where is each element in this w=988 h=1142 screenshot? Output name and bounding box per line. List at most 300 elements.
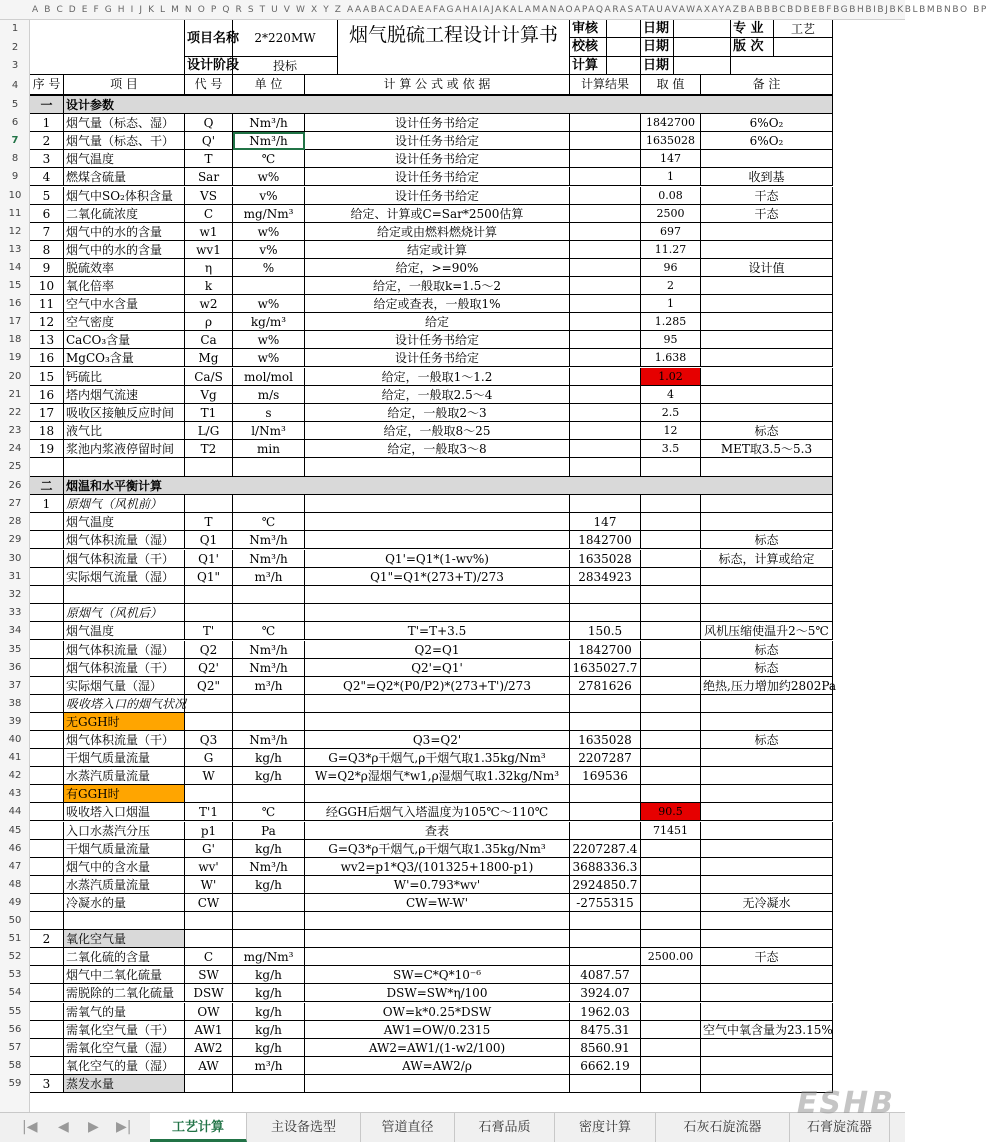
cell-remark[interactable] xyxy=(701,1003,833,1021)
cell-seq[interactable] xyxy=(30,622,64,640)
cell-value[interactable]: 11.27 xyxy=(641,241,701,259)
row-number[interactable]: 30 xyxy=(8,552,22,564)
cell-value[interactable]: 12 xyxy=(641,422,701,440)
cell-remark[interactable] xyxy=(701,150,833,168)
cell-result[interactable] xyxy=(570,422,641,440)
cell-value[interactable]: 2.5 xyxy=(641,404,701,422)
cell-formula[interactable]: 设计任务书给定 xyxy=(305,349,570,367)
cell-remark[interactable] xyxy=(701,241,833,259)
cell-seq[interactable] xyxy=(30,458,64,477)
cell-item[interactable]: 烟气中的水的含量 xyxy=(64,223,185,241)
cell-item[interactable]: 蒸发水量 xyxy=(64,1075,185,1093)
cell-item[interactable]: 干烟气质量流量 xyxy=(64,749,185,767)
cell-remark[interactable] xyxy=(701,930,833,948)
cell-seq[interactable]: 2 xyxy=(30,930,64,948)
cell-value[interactable] xyxy=(641,622,701,640)
cell-result[interactable] xyxy=(570,785,641,803)
cell-seq[interactable] xyxy=(30,513,64,531)
cell-seq[interactable] xyxy=(30,586,64,605)
cell-result[interactable]: 1635028 xyxy=(570,550,641,568)
cell-unit[interactable]: w% xyxy=(233,223,305,241)
cell-result[interactable] xyxy=(570,331,641,349)
row-number[interactable]: 45 xyxy=(8,824,22,836)
cell-formula[interactable]: 给定、计算或C=Sar*2500估算 xyxy=(305,205,570,223)
cell-item[interactable]: 二氧化硫浓度 xyxy=(64,205,185,223)
cell-unit[interactable] xyxy=(233,277,305,295)
cell-result[interactable] xyxy=(570,803,641,821)
cell-remark[interactable] xyxy=(701,840,833,858)
cell-formula[interactable] xyxy=(305,713,570,731)
cell-unit[interactable]: w% xyxy=(233,331,305,349)
cell-code[interactable]: G xyxy=(185,749,233,767)
cell-result[interactable]: 1635028 xyxy=(570,731,641,749)
cell-item[interactable]: 烟气中的水的含量 xyxy=(64,241,185,259)
cell-item[interactable]: 钙硫比 xyxy=(64,368,185,386)
cell-formula[interactable]: SW=C*Q*10⁻⁶ xyxy=(305,966,570,984)
cell-value[interactable] xyxy=(641,586,701,605)
cell-result[interactable] xyxy=(570,404,641,422)
cell-item[interactable]: 烟气中二氧化硫量 xyxy=(64,966,185,984)
cell-seq[interactable] xyxy=(30,1057,64,1075)
cell-unit[interactable]: v% xyxy=(233,241,305,259)
cell-code[interactable] xyxy=(185,912,233,930)
cell-result[interactable]: 1635027.7 xyxy=(570,659,641,677)
cell-formula[interactable] xyxy=(305,495,570,513)
cell-formula[interactable]: T'=T+3.5 xyxy=(305,622,570,640)
review-date-value[interactable] xyxy=(674,20,731,38)
cell-unit[interactable]: min xyxy=(233,440,305,458)
row-number[interactable]: 32 xyxy=(8,588,22,600)
cell-seq[interactable]: 3 xyxy=(30,150,64,168)
cell-remark[interactable]: 干态 xyxy=(701,187,833,205)
cell-code[interactable]: SW xyxy=(185,966,233,984)
row-number[interactable]: 34 xyxy=(8,625,22,637)
cell-unit[interactable]: Nm³/h xyxy=(233,550,305,568)
cell-value[interactable]: 96 xyxy=(641,259,701,277)
row-number[interactable]: 38 xyxy=(8,697,22,709)
cell-code[interactable]: wv' xyxy=(185,858,233,876)
cell-code[interactable]: L/G xyxy=(185,422,233,440)
cell-value[interactable]: 1635028 xyxy=(641,132,701,150)
cell-formula[interactable]: Q1"=Q1*(273+T)/273 xyxy=(305,568,570,586)
cell-formula[interactable]: 经GGH后烟气入塔温度为105℃～110℃ xyxy=(305,803,570,821)
cell-remark[interactable] xyxy=(701,368,833,386)
cell-value[interactable] xyxy=(641,767,701,785)
cell-remark[interactable]: 6%O₂ xyxy=(701,132,833,150)
cell-remark[interactable] xyxy=(701,604,833,622)
cell-seq[interactable] xyxy=(30,641,64,659)
cell-unit[interactable]: w% xyxy=(233,168,305,186)
row-number[interactable]: 53 xyxy=(8,969,22,981)
row-number[interactable]: 31 xyxy=(8,570,22,582)
cell-formula[interactable]: 设计任务书给定 xyxy=(305,187,570,205)
cell-value[interactable] xyxy=(641,495,701,513)
row-number[interactable]: 4 xyxy=(11,80,19,91)
cell-code[interactable]: Q2 xyxy=(185,641,233,659)
cell-value[interactable]: 697 xyxy=(641,223,701,241)
cell-item[interactable]: 氧化空气量 xyxy=(64,930,185,948)
row-number[interactable]: 25 xyxy=(8,461,22,472)
cell-result[interactable] xyxy=(570,114,641,132)
cell-remark[interactable]: 标态 xyxy=(701,731,833,749)
row-number[interactable]: 3 xyxy=(11,60,19,71)
cell-item[interactable] xyxy=(64,458,185,477)
row-number[interactable]: 26 xyxy=(8,479,22,491)
cell-code[interactable]: ρ xyxy=(185,313,233,331)
cell-value[interactable] xyxy=(641,568,701,586)
cell-code[interactable]: Q1 xyxy=(185,531,233,549)
cell-formula[interactable]: W=Q2*ρ湿烟气*w1,ρ湿烟气取1.32kg/Nm³ xyxy=(305,767,570,785)
cell-formula[interactable]: 结定或计算 xyxy=(305,241,570,259)
cell-value[interactable] xyxy=(641,840,701,858)
cell-result[interactable] xyxy=(570,205,641,223)
cell-seq[interactable] xyxy=(30,803,64,821)
cell-code[interactable]: w2 xyxy=(185,295,233,313)
cell-seq[interactable]: 9 xyxy=(30,259,64,277)
cell-remark[interactable]: 无冷凝水 xyxy=(701,894,833,912)
cell-formula[interactable] xyxy=(305,513,570,531)
cell-item[interactable] xyxy=(64,586,185,605)
row-number[interactable]: 43 xyxy=(8,788,22,800)
cell-remark[interactable]: 标态 xyxy=(701,531,833,549)
cell-formula[interactable]: 给定 xyxy=(305,313,570,331)
cell-result[interactable] xyxy=(570,223,641,241)
cell-code[interactable]: OW xyxy=(185,1003,233,1021)
cell-value[interactable] xyxy=(641,677,701,695)
cell-seq[interactable] xyxy=(30,550,64,568)
cell-code[interactable]: AW2 xyxy=(185,1039,233,1057)
cell-code[interactable]: Ca xyxy=(185,331,233,349)
cell-seq[interactable] xyxy=(30,840,64,858)
cell-item[interactable]: 烟气量（标态、湿） xyxy=(64,114,185,132)
cell-code[interactable]: C xyxy=(185,205,233,223)
cell-seq[interactable]: 2 xyxy=(30,132,64,150)
cell-result[interactable] xyxy=(570,241,641,259)
cell-unit[interactable]: s xyxy=(233,404,305,422)
cell-remark[interactable] xyxy=(701,876,833,894)
cell-formula[interactable]: 设计任务书给定 xyxy=(305,168,570,186)
cell-value[interactable] xyxy=(641,1021,701,1039)
cell-remark[interactable]: 标态，计算或给定 xyxy=(701,550,833,568)
cell-result[interactable] xyxy=(570,349,641,367)
row-number[interactable]: 55 xyxy=(8,1005,22,1017)
row-number[interactable]: 58 xyxy=(8,1059,22,1071)
cell-seq[interactable] xyxy=(30,1003,64,1021)
cell-result[interactable] xyxy=(570,386,641,404)
cell-unit[interactable] xyxy=(233,894,305,912)
row-number[interactable]: 2 xyxy=(11,42,19,53)
cell-result[interactable]: 2924850.7 xyxy=(570,876,641,894)
cell-seq[interactable] xyxy=(30,894,64,912)
cell-remark[interactable]: 空气中氧含量为23.15% xyxy=(701,1021,833,1039)
cell-result[interactable]: 4087.57 xyxy=(570,966,641,984)
row-number[interactable]: 7 xyxy=(11,135,19,147)
row-number[interactable]: 19 xyxy=(8,352,22,364)
cell-item[interactable]: 实际烟气流量（湿） xyxy=(64,568,185,586)
cell-result[interactable]: 147 xyxy=(570,513,641,531)
cell-result[interactable] xyxy=(570,822,641,840)
row-number[interactable]: 1 xyxy=(11,23,19,34)
cell-item[interactable]: 水蒸汽质量流量 xyxy=(64,767,185,785)
cell-item[interactable]: 需氧化空气量（湿） xyxy=(64,1039,185,1057)
row-number[interactable]: 51 xyxy=(8,933,22,945)
cell-result[interactable] xyxy=(570,259,641,277)
cell-result[interactable] xyxy=(570,168,641,186)
cell-code[interactable] xyxy=(185,785,233,803)
cell-formula[interactable]: AW2=AW1/(1-w2/100) xyxy=(305,1039,570,1057)
cell-result[interactable] xyxy=(570,495,641,513)
cell-seq[interactable] xyxy=(30,984,64,1002)
cell-result[interactable] xyxy=(570,458,641,477)
cell-unit[interactable]: kg/h xyxy=(233,749,305,767)
cell-value[interactable]: 1 xyxy=(641,295,701,313)
cell-formula[interactable]: G=Q3*ρ干烟气,ρ干烟气取1.35kg/Nm³ xyxy=(305,749,570,767)
cell-result[interactable] xyxy=(570,277,641,295)
cell-unit[interactable]: w% xyxy=(233,349,305,367)
cell-code[interactable]: AW1 xyxy=(185,1021,233,1039)
cell-item[interactable]: 浆池内浆液停留时间 xyxy=(64,440,185,458)
cell-item[interactable]: 烟气体积流量（干） xyxy=(64,731,185,749)
cell-seq[interactable]: 4 xyxy=(30,168,64,186)
cell-seq[interactable]: 3 xyxy=(30,1075,64,1093)
cell-remark[interactable] xyxy=(701,803,833,821)
cell-remark[interactable] xyxy=(701,568,833,586)
cell-value[interactable] xyxy=(641,659,701,677)
cell-formula[interactable] xyxy=(305,458,570,477)
cell-item[interactable]: 烟气中SO₂体积含量 xyxy=(64,187,185,205)
cell-remark[interactable] xyxy=(701,713,833,731)
cell-code[interactable]: T1 xyxy=(185,404,233,422)
cell-unit[interactable]: m/s xyxy=(233,386,305,404)
cell-item[interactable]: 冷凝水的量 xyxy=(64,894,185,912)
cell-seq[interactable]: 16 xyxy=(30,349,64,367)
cell-unit[interactable]: m³/h xyxy=(233,677,305,695)
cell-remark[interactable] xyxy=(701,858,833,876)
row-number[interactable]: 44 xyxy=(8,806,22,818)
cell-unit[interactable] xyxy=(233,604,305,622)
cell-unit[interactable]: Nm³/h xyxy=(233,132,305,150)
cell-result[interactable]: 169536 xyxy=(570,767,641,785)
cell-unit[interactable]: % xyxy=(233,259,305,277)
cell-remark[interactable]: 收到基 xyxy=(701,168,833,186)
cell-item[interactable]: 原烟气（风机前） xyxy=(64,495,185,513)
cell-value[interactable] xyxy=(641,930,701,948)
cell-remark[interactable] xyxy=(701,749,833,767)
row-number[interactable]: 18 xyxy=(8,334,22,346)
cell-code[interactable] xyxy=(185,713,233,731)
row-number[interactable]: 56 xyxy=(8,1023,22,1035)
cell-remark[interactable] xyxy=(701,1039,833,1057)
cell-formula[interactable]: 查表 xyxy=(305,822,570,840)
sheet-tab[interactable]: 石灰石旋流器 xyxy=(656,1113,790,1142)
cell-unit[interactable] xyxy=(233,1075,305,1093)
cell-seq[interactable]: 6 xyxy=(30,205,64,223)
cell-result[interactable]: 1842700 xyxy=(570,531,641,549)
cell-remark[interactable] xyxy=(701,386,833,404)
cell-unit[interactable]: kg/h xyxy=(233,840,305,858)
cell-item[interactable]: 吸收塔入口烟温 xyxy=(64,803,185,821)
row-number[interactable]: 15 xyxy=(8,280,22,291)
cell-code[interactable] xyxy=(185,458,233,477)
cell-remark[interactable] xyxy=(701,331,833,349)
cell-seq[interactable] xyxy=(30,1039,64,1057)
cell-code[interactable]: η xyxy=(185,259,233,277)
cell-formula[interactable]: Q2"=Q2*(P0/P2)*(273+T')/273 xyxy=(305,677,570,695)
cell-formula[interactable]: AW1=OW/0.2315 xyxy=(305,1021,570,1039)
review-value[interactable] xyxy=(607,20,641,38)
cell-seq[interactable]: 7 xyxy=(30,223,64,241)
cell-code[interactable] xyxy=(185,495,233,513)
cell-seq[interactable]: 8 xyxy=(30,241,64,259)
cell-seq[interactable]: 一 xyxy=(30,96,64,114)
cell-seq[interactable] xyxy=(30,604,64,622)
cell-code[interactable]: VS xyxy=(185,187,233,205)
cell-remark[interactable] xyxy=(701,295,833,313)
row-number[interactable]: 47 xyxy=(8,860,22,872)
cell-formula[interactable]: 设计任务书给定 xyxy=(305,150,570,168)
row-number[interactable]: 29 xyxy=(8,534,22,546)
cell-item[interactable]: 空气密度 xyxy=(64,313,185,331)
cell-result[interactable] xyxy=(570,586,641,605)
cell-result[interactable] xyxy=(570,604,641,622)
row-number[interactable]: 17 xyxy=(8,316,22,328)
cell-value[interactable]: 1842700 xyxy=(641,114,701,132)
cell-seq[interactable] xyxy=(30,1021,64,1039)
cell-item[interactable]: 烟气中的含水量 xyxy=(64,858,185,876)
cell-unit[interactable] xyxy=(233,586,305,605)
cell-seq[interactable] xyxy=(30,767,64,785)
cell-value[interactable] xyxy=(641,458,701,477)
cell-formula[interactable]: 设计任务书给定 xyxy=(305,114,570,132)
cell-result[interactable] xyxy=(570,187,641,205)
cell-result[interactable] xyxy=(570,295,641,313)
cell-unit[interactable]: l/Nm³ xyxy=(233,422,305,440)
cell-result[interactable] xyxy=(570,930,641,948)
cell-seq[interactable] xyxy=(30,695,64,713)
cell-unit[interactable]: kg/h xyxy=(233,1003,305,1021)
cell-code[interactable]: C xyxy=(185,948,233,966)
cell-value[interactable]: 95 xyxy=(641,331,701,349)
row-number[interactable]: 14 xyxy=(8,261,22,273)
cell-formula[interactable] xyxy=(305,531,570,549)
cell-formula[interactable] xyxy=(305,785,570,803)
row-number[interactable]: 28 xyxy=(8,516,22,528)
cell-remark[interactable] xyxy=(701,349,833,367)
cell-unit[interactable]: kg/h xyxy=(233,767,305,785)
cell-item[interactable]: 空气中水含量 xyxy=(64,295,185,313)
cell-seq[interactable] xyxy=(30,876,64,894)
cell-result[interactable] xyxy=(570,313,641,331)
cell-remark[interactable] xyxy=(701,984,833,1002)
cell-item[interactable]: 二氧化硫的含量 xyxy=(64,948,185,966)
cell-value[interactable] xyxy=(641,785,701,803)
cell-value[interactable] xyxy=(641,641,701,659)
cell-seq[interactable]: 13 xyxy=(30,331,64,349)
row-number[interactable]: 27 xyxy=(8,498,22,510)
cell-value[interactable] xyxy=(641,894,701,912)
cell-result[interactable]: 150.5 xyxy=(570,622,641,640)
cell-unit[interactable]: kg/h xyxy=(233,984,305,1002)
row-number[interactable]: 54 xyxy=(8,987,22,999)
cell-remark[interactable] xyxy=(701,404,833,422)
cell-formula[interactable]: 给定或查表，一般取1% xyxy=(305,295,570,313)
cell-code[interactable]: DSW xyxy=(185,984,233,1002)
cell-code[interactable] xyxy=(185,695,233,713)
cell-formula[interactable]: 给定，一般取2～3 xyxy=(305,404,570,422)
cell-value[interactable] xyxy=(641,749,701,767)
cell-remark[interactable] xyxy=(701,586,833,605)
cell-formula[interactable] xyxy=(305,912,570,930)
cell-seq[interactable] xyxy=(30,568,64,586)
sheet-tab[interactable]: 工艺计算 xyxy=(150,1113,247,1142)
cell-seq[interactable]: 19 xyxy=(30,440,64,458)
cell-code[interactable]: CW xyxy=(185,894,233,912)
cell-code[interactable]: Q2" xyxy=(185,677,233,695)
cell-unit[interactable]: Pa xyxy=(233,822,305,840)
cell-code[interactable] xyxy=(185,586,233,605)
cell-seq[interactable]: 18 xyxy=(30,422,64,440)
cell-result[interactable]: 3688336.3 xyxy=(570,858,641,876)
cell-item[interactable]: 烟气量（标态、干） xyxy=(64,132,185,150)
cell-code[interactable]: Vg xyxy=(185,386,233,404)
row-number[interactable]: 6 xyxy=(11,117,19,129)
cell-value[interactable] xyxy=(641,1003,701,1021)
cell-result[interactable] xyxy=(570,1075,641,1093)
cell-seq[interactable] xyxy=(30,912,64,930)
cell-value[interactable]: 2500 xyxy=(641,205,701,223)
cell-unit[interactable]: ℃ xyxy=(233,150,305,168)
row-number[interactable]: 48 xyxy=(8,878,22,890)
cell-unit[interactable]: Nm³/h xyxy=(233,731,305,749)
cell-code[interactable]: AW xyxy=(185,1057,233,1075)
row-number[interactable]: 24 xyxy=(8,442,22,454)
cell-value[interactable] xyxy=(641,912,701,930)
cell-unit[interactable]: mg/Nm³ xyxy=(233,205,305,223)
cell-item[interactable]: CaCO₃含量 xyxy=(64,331,185,349)
cell-item[interactable]: 塔内烟气流速 xyxy=(64,386,185,404)
cell-result[interactable]: 1842700 xyxy=(570,641,641,659)
cell-formula[interactable] xyxy=(305,695,570,713)
cell-result[interactable]: 2207287 xyxy=(570,749,641,767)
cell-formula[interactable]: 给定，一般取2.5～4 xyxy=(305,386,570,404)
cell-item[interactable]: 入口水蒸汽分压 xyxy=(64,822,185,840)
tab-scroll-first-icon[interactable]: |◀ xyxy=(22,1119,38,1135)
sheet-tab[interactable]: 管道直径 xyxy=(361,1113,455,1142)
cell-item[interactable]: 无GGH时 xyxy=(64,713,185,731)
cell-result[interactable]: 6662.19 xyxy=(570,1057,641,1075)
cell-unit[interactable] xyxy=(233,695,305,713)
cell-seq[interactable] xyxy=(30,948,64,966)
cell-formula[interactable]: Q2=Q1 xyxy=(305,641,570,659)
calc-date-value[interactable] xyxy=(674,57,731,75)
cell-remark[interactable] xyxy=(701,277,833,295)
cell-code[interactable] xyxy=(185,1075,233,1093)
cell-item[interactable]: 实际烟气量（湿） xyxy=(64,677,185,695)
cell-remark[interactable]: 标态 xyxy=(701,659,833,677)
cell-item[interactable]: 需氧气的量 xyxy=(64,1003,185,1021)
cell-result[interactable] xyxy=(570,948,641,966)
row-number[interactable]: 23 xyxy=(8,424,22,436)
cell-code[interactable]: k xyxy=(185,277,233,295)
cell-item[interactable]: 吸收塔入口的烟气状况 xyxy=(64,695,185,713)
cell-result[interactable] xyxy=(570,695,641,713)
cell-value[interactable] xyxy=(641,604,701,622)
cell-seq[interactable]: 12 xyxy=(30,313,64,331)
row-number[interactable]: 49 xyxy=(8,896,22,908)
cell-code[interactable]: w1 xyxy=(185,223,233,241)
cell-remark[interactable] xyxy=(701,767,833,785)
cell-formula[interactable]: wv2=p1*Q3/(101325+1800-p1) xyxy=(305,858,570,876)
